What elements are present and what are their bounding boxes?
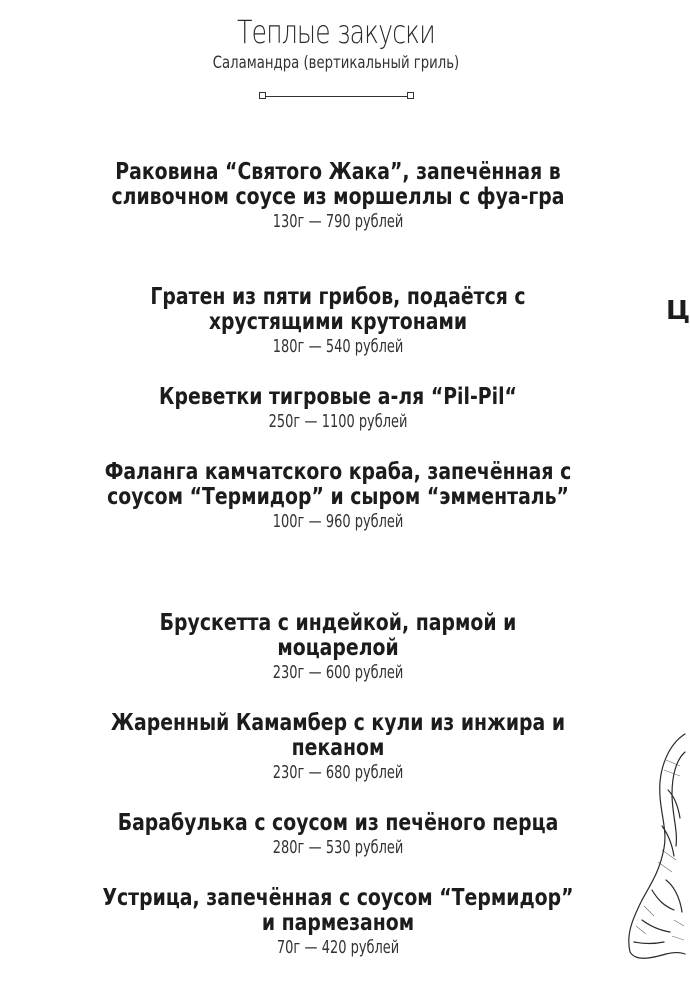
menu-item-weight: 230г	[272, 762, 305, 783]
menu-item-meta	[167, 836, 510, 860]
menu-item-meta	[167, 761, 510, 785]
menu-item	[100, 711, 576, 785]
meta-separator: —	[308, 837, 322, 858]
menu-item-meta	[167, 410, 510, 434]
menu-item-name: Фаланга камчатского краба, запечённая с соусом “Термидор” и сыром “эмменталь”	[104, 459, 572, 510]
menu-item-price: 790 рублей	[325, 211, 404, 232]
menu-header	[0, 12, 672, 74]
menu-item-weight: 280г	[272, 837, 305, 858]
menu-item-meta	[167, 661, 510, 685]
divider-square-icon	[259, 92, 266, 99]
menu-item-name: Жаренный Камамбер с кули из инжира и пеканом	[110, 710, 566, 761]
menu-item	[100, 611, 576, 685]
menu-item-weight: 230г	[272, 662, 305, 683]
menu-item-name: Креветки тигровые а-ля “Pil-Pil“	[159, 384, 517, 410]
menu-item	[100, 385, 576, 434]
menu-item-meta	[167, 210, 510, 234]
section-title: Теплые закуски	[237, 13, 435, 51]
menu-item	[100, 285, 576, 359]
menu-item-price: 1100 рублей	[321, 411, 408, 432]
oyster-sketch-icon	[622, 730, 685, 970]
menu-item-price: 540 рублей	[325, 336, 404, 357]
menu-item-weight: 180г	[272, 336, 305, 357]
menu-item-price: 680 рублей	[325, 762, 404, 783]
menu-item-weight: 70г	[276, 937, 301, 958]
meta-separator: —	[308, 662, 322, 683]
menu-item-meta	[167, 936, 510, 960]
menu-item-name: Гратен из пяти грибов, подаётся с хрустящими крутонами	[150, 284, 526, 335]
divider-square-icon	[407, 92, 414, 99]
cropped-heading-letter: Ц	[666, 296, 690, 326]
menu-item-meta	[167, 335, 510, 359]
menu-item	[100, 886, 576, 960]
menu-item	[100, 160, 576, 234]
menu-item-weight: 100г	[272, 511, 305, 532]
meta-separator: —	[304, 937, 318, 958]
menu-item-name: Брускетта с индейкой, пармой и моцарелой	[159, 610, 517, 661]
meta-separator: —	[308, 762, 322, 783]
menu-item	[100, 811, 576, 860]
menu-item-weight: 250г	[268, 411, 301, 432]
menu-item-price: 420 рублей	[321, 937, 400, 958]
menu-item-price: 960 рублей	[325, 511, 404, 532]
meta-separator: —	[308, 211, 322, 232]
ornamental-divider	[259, 92, 414, 100]
menu-item-name: Раковина “Святого Жака”, запечённая в сливочном соусе из моршеллы с фуа-гра	[111, 159, 565, 210]
menu-item-weight: 130г	[272, 211, 305, 232]
section-subtitle: Саламандра (вертикальный гриль)	[212, 53, 460, 73]
menu-item-price: 530 рублей	[325, 837, 404, 858]
menu-item-meta	[167, 510, 510, 534]
meta-separator: —	[308, 511, 322, 532]
meta-separator: —	[308, 336, 322, 357]
menu-item-name: Устрица, запечённая с соусом “Термидор” и пармезаном	[102, 885, 574, 936]
divider-line	[263, 96, 410, 97]
menu-item-name: Барабулька с соусом из печёного перца	[117, 810, 559, 836]
meta-separator: —	[304, 411, 318, 432]
menu-item	[100, 460, 576, 534]
menu-item-price: 600 рублей	[325, 662, 404, 683]
